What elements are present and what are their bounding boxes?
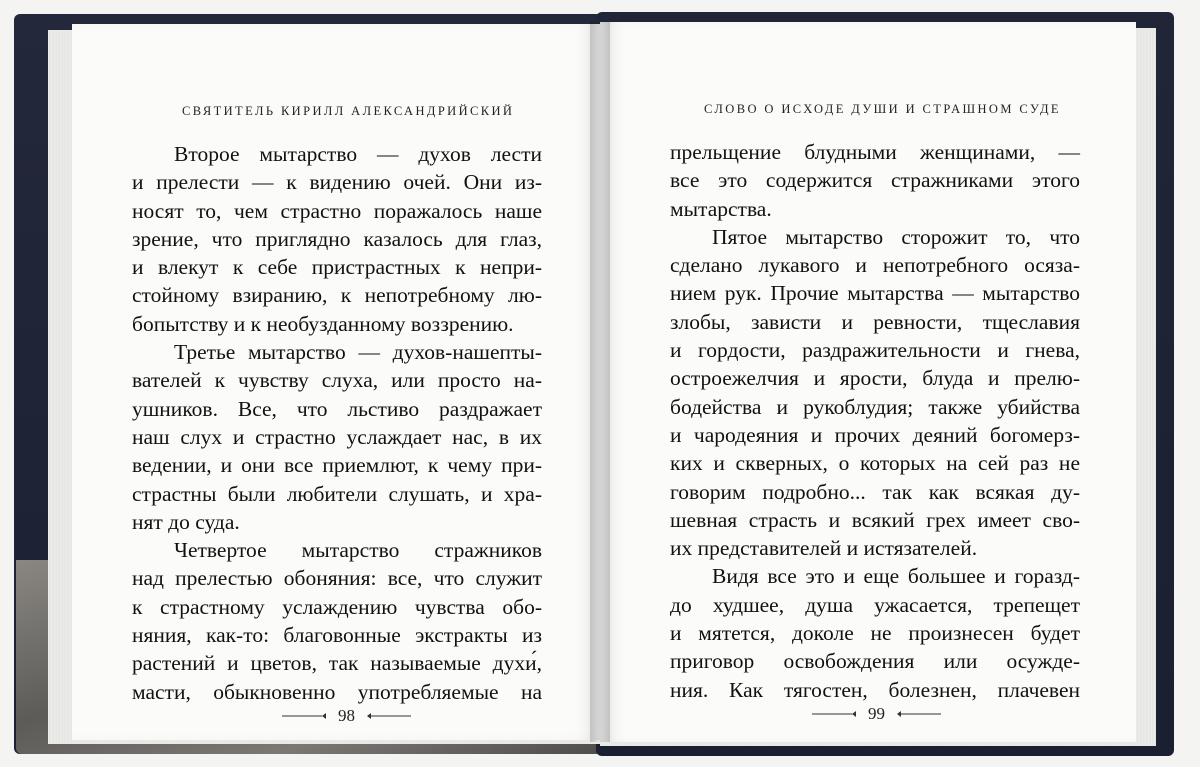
book-gutter [590, 22, 610, 742]
text-line: приговор освобождения или осужде- [670, 649, 1080, 674]
text-line: нят до суда. [132, 509, 240, 534]
text-line: шевная страсть и всякий грех имеет сво- [670, 507, 1080, 532]
text-line: масти, обыкновенно употребляемые на [132, 679, 542, 704]
text-line: до худшее, душа ужасается, трепещет [670, 592, 1080, 617]
text-line: ушников. Все, что льстиво раздражает [132, 396, 542, 421]
left-page [72, 24, 600, 740]
text-line: и гордости, раздражительности и гнева, [670, 338, 1080, 363]
text-line: бопытству и к необузданному воззрению. [132, 311, 514, 336]
text-line: ведении, и они все приемлют, к чему при- [132, 453, 542, 478]
right-page [600, 22, 1136, 742]
running-head: СВЯТИТЕЛЬ КИРИЛЛ АЛЕКСАНДРИЙСКИЙ [182, 104, 515, 118]
ornament-right-icon [895, 709, 941, 719]
text-line: злобы, зависти и ревности, тщеславия [670, 309, 1080, 334]
text-line: ких и скверных, о которых на сей раз не [670, 451, 1080, 476]
text-line: растений и цветов, так называемые духи́, [132, 651, 542, 676]
text-line: и прелести — к видению очей. Они из- [132, 170, 542, 195]
text-line: все это содержится стражниками этого [670, 168, 1080, 193]
text-line: наш слух и страстно услаждает нас, в их [132, 424, 542, 449]
text-line: Третье мытарство — духов-нашепты- [174, 340, 542, 365]
text-line: Четвертое мытарство стражников [174, 538, 542, 563]
text-line: остроежелчия и ярости, блуда и прелю- [670, 366, 1080, 391]
ornament-left-icon [812, 709, 858, 719]
page-number: 98 [338, 706, 355, 725]
page-number-block [282, 706, 411, 726]
text-line: и чародеяния и прочих деяний богомерз- [670, 422, 1080, 447]
text-line: Видя все это и еще большее и горазд- [712, 564, 1080, 589]
body-text [132, 140, 542, 706]
text-line: говорим подробно... так как всякая ду- [670, 479, 1080, 504]
text-line: вателей к чувству слуха, или просто на- [132, 368, 542, 393]
ornament-left-icon [282, 711, 328, 721]
text-line: мытарства. [670, 196, 772, 221]
text-line: ния. Как тягостен, болезнен, плачевен [670, 677, 1080, 702]
page-number: 99 [868, 704, 885, 723]
body-text [670, 138, 1080, 704]
text-line: бодейства и рукоблудия; также убийства [670, 394, 1080, 419]
text-line: Второе мытарство — духов лести [174, 142, 542, 166]
text-line: сделано лукавого и непотребного осяза- [670, 253, 1080, 278]
text-line: прельщение блудными женщинами, — [670, 140, 1080, 164]
text-line: к страстному услаждению чувства обо- [132, 594, 542, 619]
running-head: СЛОВО О ИСХОДЕ ДУШИ И СТРАШНОМ СУДЕ [704, 102, 1061, 116]
text-line: няния, как-то: благовонные экстракты из [132, 623, 542, 648]
text-line: нием рук. Прочие мытарства — мытарство [670, 281, 1080, 306]
text-line: носят то, чем страстно поражалось наше [132, 198, 542, 223]
text-line: над прелестью обоняния: все, что служит [132, 566, 542, 591]
text-line: зрение, что приглядно казалось для глаз, [132, 226, 542, 251]
text-line: их представителей и истязателей. [670, 536, 978, 561]
text-line: Пятое мытарство сторожит то, что [712, 224, 1080, 249]
page-number-block [812, 704, 941, 724]
ornament-right-icon [365, 711, 411, 721]
text-line: и влекут к себе пристрастных к непри- [132, 255, 542, 280]
text-line: страстны были любители слушать, и хра- [132, 481, 542, 506]
text-line: стойному взиранию, к непотребному лю- [132, 283, 542, 308]
text-line: и мятется, доколе не произнесен будет [670, 621, 1080, 646]
